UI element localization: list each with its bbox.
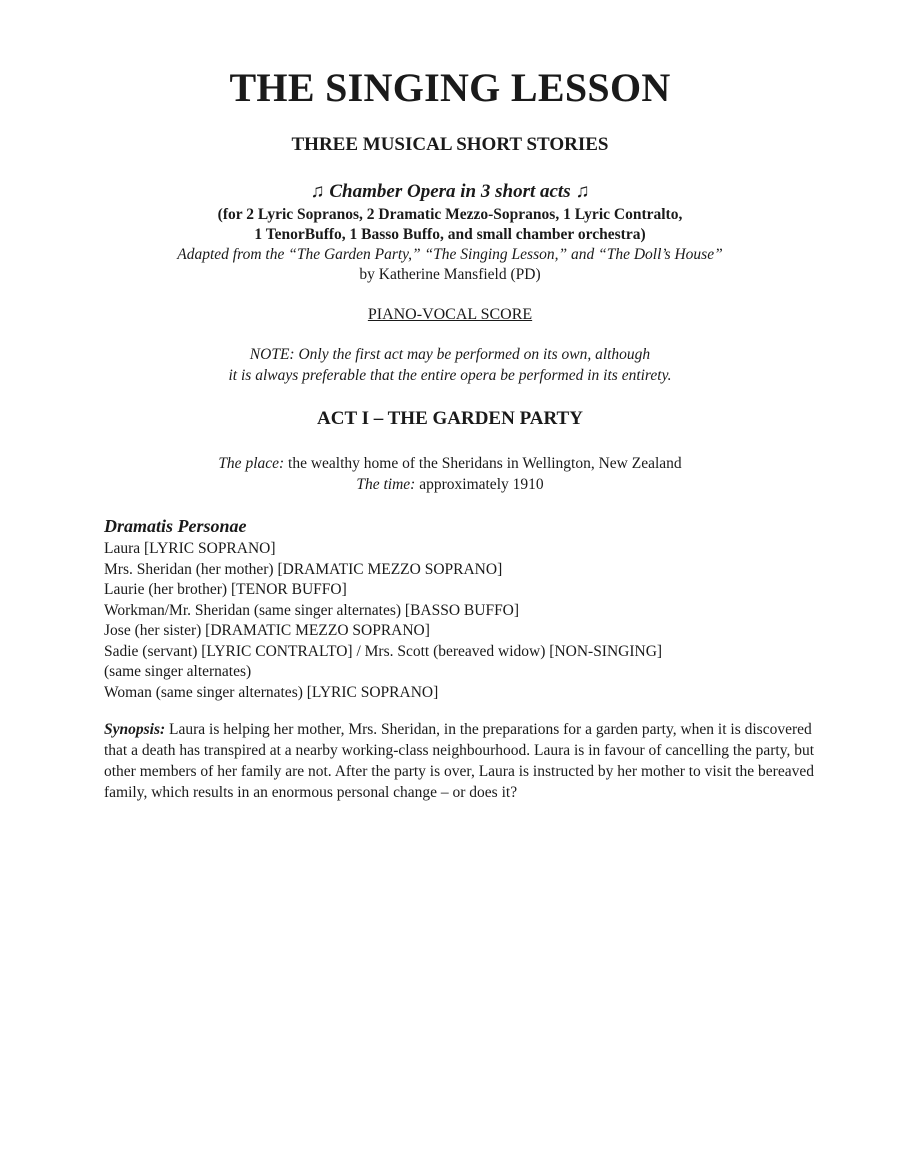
score-type-text: PIANO-VOCAL SCORE: [367, 306, 533, 323]
setting-place: [0, 455, 900, 473]
time-label: The time:: [356, 476, 416, 493]
opera-description: ♫ Chamber Opera in 3 short acts ♫: [310, 181, 590, 202]
author-line: by Katherine Mansfield (PD): [359, 266, 541, 283]
cast-item: Mrs. Sheridan (her mother) [DRAMATIC MEZZO SOPRANO]: [104, 560, 503, 578]
voicing-line-2: 1 TenorBuffo, 1 Basso Buffo, and small chamber orchestra): [254, 226, 646, 243]
cast-item: Laura [LYRIC SOPRANO]: [104, 540, 276, 557]
performance-note-line-2: it is always preferable that the entire opera be performed in its entirety.: [228, 367, 672, 384]
cast-item: Woman (same singer alternates) [LYRIC SOPRANO]: [104, 683, 439, 701]
synopsis-text: Laura is helping her mother, Mrs. Sheridan, in the preparations for a garden party, when it is discovered that a death has transpired at a nearby working-class neighbourhood. Laura is in favour of cancelling the party, but other members of her family are not. After the party is over, Laura is instructed by her mother to visit the bereaved family, which results in an enormous personal change – or does it?: [104, 721, 815, 801]
cast-item-continuation: (same singer alternates): [104, 663, 252, 680]
cast-item: Jose (her sister) [DRAMATIC MEZZO SOPRANO]: [104, 622, 430, 639]
adapted-from-line: Adapted from the “The Garden Party,” “The Singing Lesson,” and “The Doll’s House”: [177, 246, 723, 263]
time-text: approximately 1910: [415, 476, 544, 493]
score-type-label: [0, 306, 900, 324]
setting-time: [0, 476, 900, 494]
document-subtitle: THREE MUSICAL SHORT STORIES: [291, 134, 609, 155]
cast-item: Workman/Mr. Sheridan (same singer alternates) [BASSO BUFFO]: [104, 601, 520, 619]
voicing-line-1: (for 2 Lyric Sopranos, 2 Dramatic Mezzo-Sopranos, 1 Lyric Contralto,: [217, 206, 683, 223]
document-title: THE SINGING LESSON: [229, 65, 671, 110]
cast-item: Sadie (servant) [LYRIC CONTRALTO] / Mrs. Scott (bereaved widow) [NON-SINGING]: [104, 642, 663, 660]
performance-note-line-1: NOTE: Only the first act may be performed on its own, although: [249, 346, 651, 363]
cast-item: Laurie (her brother) [TENOR BUFFO]: [104, 581, 347, 598]
cast-list: [104, 539, 824, 703]
place-text: the wealthy home of the Sheridans in Wellington, New Zealand: [284, 455, 682, 472]
synopsis-paragraph: [104, 719, 824, 803]
act-title: ACT I – THE GARDEN PARTY: [317, 408, 583, 429]
place-label: The place:: [218, 455, 285, 472]
synopsis-label: Synopsis:: [104, 721, 166, 738]
dramatis-personae-heading: Dramatis Personae: [104, 516, 247, 536]
